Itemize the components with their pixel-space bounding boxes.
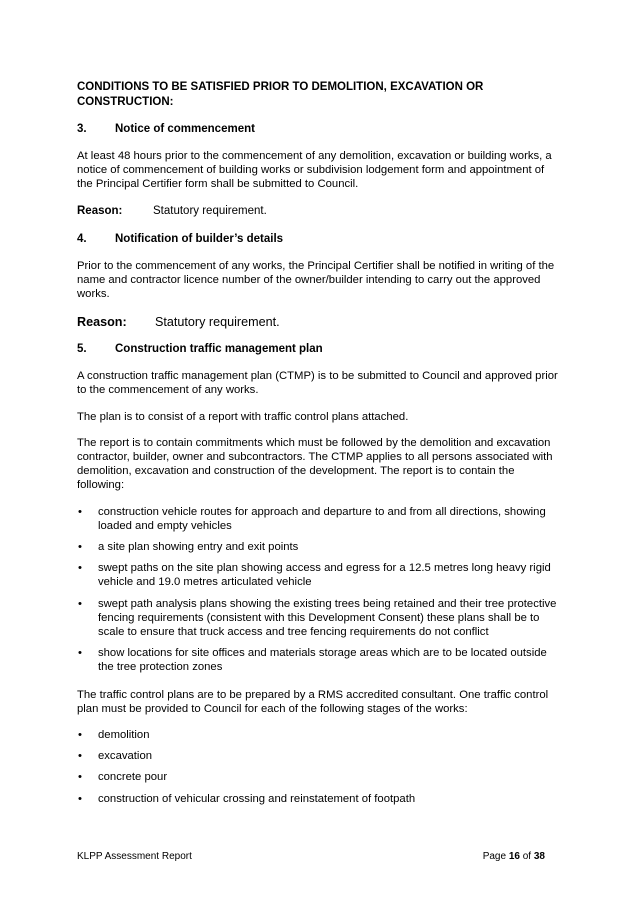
section-title: Construction traffic management plan bbox=[115, 343, 323, 356]
section-5-paragraph-2: The plan is to consist of a report with traffic control plans attached. bbox=[77, 410, 409, 423]
reason-label: Reason: bbox=[77, 204, 123, 217]
section-3-reason bbox=[77, 204, 560, 219]
list-item-text: excavation bbox=[98, 750, 153, 763]
section-number: 4. bbox=[77, 232, 87, 245]
bullet-icon: • bbox=[78, 729, 82, 742]
list-item bbox=[77, 728, 560, 742]
bullet-icon: • bbox=[78, 562, 82, 575]
list-item-text: concrete pour bbox=[98, 771, 168, 784]
section-4-reason bbox=[77, 314, 560, 330]
works-stages-list bbox=[77, 728, 560, 806]
section-3-heading bbox=[77, 122, 560, 137]
list-item bbox=[77, 792, 560, 806]
section-4-paragraph: Prior to the commencement of any works, the Principal Certifier shall be notified in writing of the name and contractor licence number of the owner/builder intending to carry out the approved works. bbox=[77, 259, 555, 301]
list-item-text: swept paths on the site plan showing access and egress for a 12.5 metres long heavy rigid vehicle and 19.0 metres articulated vehicle bbox=[98, 562, 551, 589]
page-of: of bbox=[522, 851, 532, 862]
bullet-icon: • bbox=[78, 750, 82, 763]
section-5-paragraph-4: The traffic control plans are to be prepared by a RMS accredited consultant. One traffic control plan must be provided to Council for each of the following stages of the works: bbox=[77, 688, 549, 715]
list-item-text: construction vehicle routes for approach and departure to and from all directions, showing loaded and empty vehicles bbox=[98, 505, 546, 532]
bullet-icon: • bbox=[78, 792, 82, 805]
section-4-heading bbox=[77, 232, 560, 247]
list-item bbox=[77, 597, 560, 640]
page-total: 38 bbox=[533, 851, 545, 862]
bullet-icon: • bbox=[78, 771, 82, 784]
bullet-icon: • bbox=[78, 597, 82, 610]
reason-text: Statutory requirement. bbox=[155, 315, 280, 330]
report-contents-list bbox=[77, 505, 560, 675]
bullet-icon: • bbox=[78, 541, 82, 554]
list-item-text: a site plan showing entry and exit points bbox=[98, 541, 299, 554]
list-item bbox=[77, 561, 560, 589]
footer-report-name: KLPP Assessment Report bbox=[77, 851, 192, 862]
section-5-heading bbox=[77, 342, 560, 357]
list-item bbox=[77, 749, 560, 763]
list-item bbox=[77, 770, 560, 784]
conditions-heading: CONDITIONS TO BE SATISFIED PRIOR TO DEMOLITION, EXCAVATION OR CONSTRUCTION: bbox=[77, 81, 484, 108]
page-current: 16 bbox=[508, 851, 520, 862]
list-item-text: construction of vehicular crossing and reinstatement of footpath bbox=[98, 792, 416, 805]
footer-page-number bbox=[483, 851, 545, 863]
list-item-text: show locations for site offices and materials storage areas which are to be located outside the tree protection zones bbox=[98, 647, 547, 674]
section-3-paragraph: At least 48 hours prior to the commencement of any demolition, excavation or building works, a notice of commencement of building works or subdivision lodgement form and appointment of the Principal Certifier form shall be submitted to Council. bbox=[77, 150, 552, 191]
section-5-paragraph-3: The report is to contain commitments which must be followed by the demolition and excavation contractor, builder, owner and subcontractors. The CTMP applies to all persons associated with demolition, excavation and construction of the development. The report is to contain the following: bbox=[77, 436, 553, 492]
page-word: Page bbox=[482, 851, 507, 862]
section-title: Notice of commencement bbox=[115, 123, 255, 135]
page-footer bbox=[77, 851, 545, 863]
section-number: 3. bbox=[77, 123, 87, 135]
list-item bbox=[77, 540, 560, 554]
list-item bbox=[77, 646, 560, 674]
page-content bbox=[77, 80, 560, 806]
list-item-text: demolition bbox=[98, 729, 150, 742]
section-5-paragraph-1: A construction traffic management plan (CTMP) is to be submitted to Council and approved prior to the commencement of any works. bbox=[77, 370, 558, 397]
section-title: Notification of builder’s details bbox=[115, 232, 284, 245]
section-number: 5. bbox=[77, 343, 87, 356]
reason-text: Statutory requirement. bbox=[153, 204, 267, 217]
bullet-icon: • bbox=[78, 647, 82, 660]
list-item bbox=[77, 505, 560, 533]
reason-label: Reason: bbox=[77, 315, 127, 330]
bullet-icon: • bbox=[78, 505, 82, 518]
list-item-text: swept path analysis plans showing the existing trees being retained and their tree protective fencing requirements (consistent with this Development Consent) these plans shall be to scale to ensure that truck access and tree fencing requirements do not conflict bbox=[98, 597, 557, 639]
